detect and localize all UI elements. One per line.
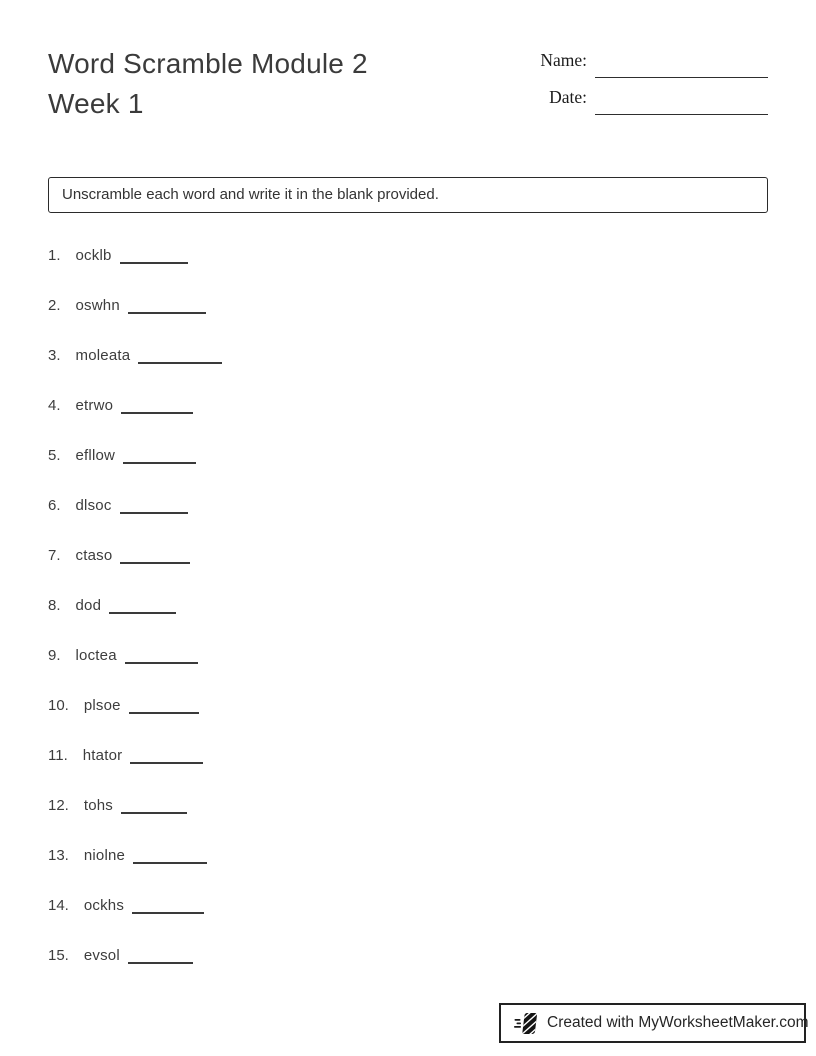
item-number: 1. xyxy=(48,247,61,264)
list-item xyxy=(48,396,768,418)
list-item xyxy=(48,246,768,268)
item-number: 15. xyxy=(48,947,69,964)
answer-blank xyxy=(133,850,207,864)
list-item xyxy=(48,896,768,918)
list-item xyxy=(48,446,768,468)
scrambled-word: moleata xyxy=(75,347,131,364)
list-item xyxy=(48,596,768,618)
answer-blank xyxy=(128,300,206,314)
answer-blank xyxy=(109,600,176,614)
scrambled-word: niolne xyxy=(83,847,126,864)
name-date-block xyxy=(540,50,768,124)
answer-blank xyxy=(128,950,193,964)
list-item xyxy=(48,846,768,868)
answer-blank xyxy=(121,800,187,814)
item-number: 13. xyxy=(48,847,69,864)
item-number: 6. xyxy=(48,497,61,514)
scrambled-word: tohs xyxy=(83,797,114,814)
scrambled-word: oswhn xyxy=(75,297,120,314)
item-number: 8. xyxy=(48,597,61,614)
date-row xyxy=(540,87,768,107)
date-write-line xyxy=(595,105,768,115)
scrambled-word: dod xyxy=(75,597,102,614)
credit-badge xyxy=(499,1003,809,1043)
header xyxy=(48,44,768,124)
item-number: 9. xyxy=(48,647,61,664)
item-number: 2. xyxy=(48,297,61,314)
scrambled-word: dlsoc xyxy=(75,497,112,514)
answer-blank xyxy=(120,250,188,264)
list-item xyxy=(48,746,768,768)
list-item xyxy=(48,346,768,368)
worksheet-maker-logo-icon xyxy=(513,1010,539,1036)
answer-blank xyxy=(120,500,188,514)
scrambled-word: plsoe xyxy=(83,697,121,714)
item-number: 10. xyxy=(48,697,69,714)
answer-blank xyxy=(138,350,222,364)
item-number: 7. xyxy=(48,547,61,564)
name-label: Name: xyxy=(540,50,587,70)
answer-blank xyxy=(132,900,204,914)
scrambled-word: htator xyxy=(82,747,123,764)
word-list xyxy=(48,246,768,968)
answer-blank xyxy=(129,700,199,714)
answer-blank xyxy=(123,450,196,464)
page-title: Word Scramble Module 2 Week 1 xyxy=(48,48,368,119)
scrambled-word: efllow xyxy=(75,447,116,464)
answer-blank xyxy=(120,550,190,564)
item-number: 14. xyxy=(48,897,69,914)
scrambled-word: evsol xyxy=(83,947,120,964)
item-number: 12. xyxy=(48,797,69,814)
list-item xyxy=(48,646,768,668)
list-item xyxy=(48,296,768,318)
answer-blank xyxy=(121,400,193,414)
answer-blank xyxy=(125,650,198,664)
list-item xyxy=(48,696,768,718)
item-number: 4. xyxy=(48,397,61,414)
credit-text: Created with MyWorksheetMaker.com xyxy=(547,1014,809,1031)
name-write-line xyxy=(595,68,768,78)
scrambled-word: ocklb xyxy=(75,247,112,264)
list-item xyxy=(48,796,768,818)
date-label: Date: xyxy=(549,87,587,107)
instruction-text: Unscramble each word and write it in the blank provided. xyxy=(62,186,439,203)
name-row xyxy=(540,50,768,70)
list-item xyxy=(48,546,768,568)
scrambled-word: etrwo xyxy=(75,397,114,414)
list-item xyxy=(48,946,768,968)
scrambled-word: ctaso xyxy=(75,547,113,564)
scrambled-word: loctea xyxy=(75,647,117,664)
item-number: 11. xyxy=(48,747,68,764)
instruction-box xyxy=(48,177,768,213)
answer-blank xyxy=(130,750,203,764)
item-number: 3. xyxy=(48,347,61,364)
list-item xyxy=(48,496,768,518)
item-number: 5. xyxy=(48,447,61,464)
scrambled-word: ockhs xyxy=(83,897,125,914)
